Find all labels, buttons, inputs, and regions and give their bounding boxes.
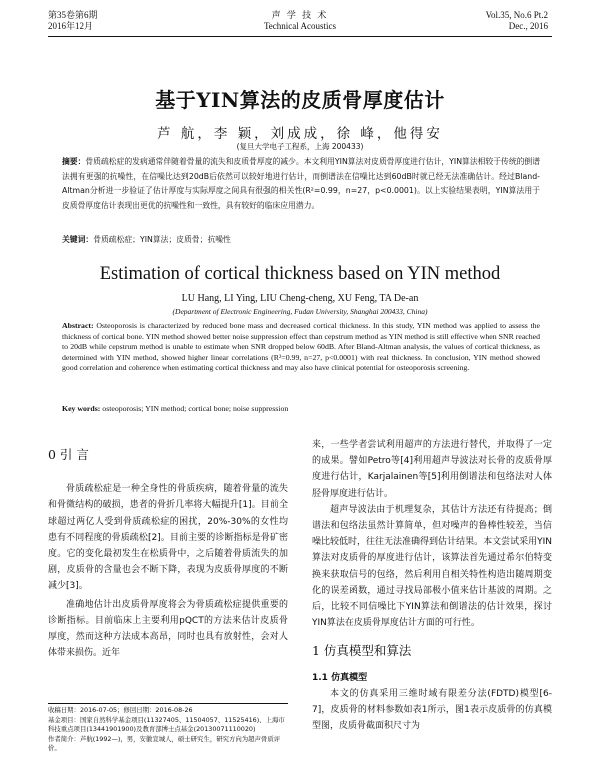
keywords-en bbox=[62, 403, 540, 414]
left-column bbox=[48, 447, 288, 661]
footnote bbox=[48, 706, 288, 754]
section-heading-intro: 0 引 言 bbox=[48, 447, 89, 462]
affiliation-en: (Department of Electronic Engineering, Fudan University, Shanghai 200433, China) bbox=[172, 307, 428, 316]
keywords-cn bbox=[62, 234, 540, 246]
intro-paragraph-2: 准确地估计出皮质骨厚度将会为骨质疏松症提供重要的诊断指标。目前临床上主要利用pQCT的方法来估计皮质骨厚度，然而这种方法成本高昂，同时也具有放射性，会对人体带来损伤。近年 bbox=[48, 599, 288, 659]
footnote-funding: 基金项目：国家自然科学基金项目(11327405、11504057、11525416)、上海市科技重点项目(13441901900)及教育部博士点基金(20130071110020) bbox=[48, 715, 285, 734]
section-heading-model: 1 仿真模型和算法 bbox=[312, 643, 412, 659]
intro-paragraph-4: 超声导波法由于机理复杂，其估计方法还有待提高；倒谱法和包络法虽然计算简单，但对噪声的鲁棒性较差，当信噪比较低时，往往无法准确得到估计结果。本文尝试采用YIN算法对皮质骨的厚度进行估计，该算法首先通过希尔伯特变换来获取信号的包络，然后利用自相关特性构造出随周期变化的误差函数，通过寻找局部极小值来估计基波的周期。之后，比较不同信噪比下YIN算法和倒谱法的估计效果，探讨YIN算法在皮质骨厚度估计方面的可行性。 bbox=[312, 504, 552, 629]
abstract-en bbox=[62, 321, 540, 374]
footnote-received: 收稿日期：2016-07-05；修回日期：2016-08-26 bbox=[48, 706, 193, 714]
intro-paragraph-3: 来，一些学者尝试利用超声的方法进行替代，并取得了一定的成果。譬如Petro等[4]利用超声导波法对长骨的皮质骨厚度进行估计，Karjalainen等[5]利用倒谱法和包络法对人体胫骨厚度进行估计。 bbox=[312, 440, 552, 499]
abstract-label-en: Abstract: bbox=[62, 321, 94, 330]
intro-paragraph-1: 骨质疏松症是一种全身性的骨质疾病，随着骨量的流失和骨微结构的破损，患者的骨折几率将大幅提升[1]。目前全球超过两亿人受到骨质疏松症的困扰，20%-30%的女性均患有不同程度的骨质疏松[2]。目前主要的诊断指标是骨矿密度。它的变化最初发生在松质骨中，之后随着骨质流失的加剧，皮质骨的含量也会不断下降，表现为皮质骨厚度的不断减少[3]。 bbox=[48, 484, 288, 592]
header-volume-en: Vol.35, No.6 Pt.2 bbox=[485, 10, 548, 20]
keywords-label-cn: 关键词： bbox=[62, 235, 94, 244]
model-paragraph: 本文的仿真采用三维时域有限差分法(FDTD)模型[6-7]，皮质骨的材料参数如表1所示，图1表示皮质骨的仿真模型图，皮质骨截面积尺寸为 bbox=[312, 688, 552, 732]
paper-title-cn: 基于YIN算法的皮质骨厚度估计 bbox=[155, 88, 445, 112]
subsection-heading-model: 1.1 仿真模型 bbox=[312, 672, 368, 683]
right-column bbox=[312, 437, 552, 734]
journal-name-cn: 声 学 技 术 bbox=[271, 10, 329, 20]
footnote-rule bbox=[48, 703, 288, 704]
authors-en: LU Hang, LI Ying, LIU Cheng-cheng, XU Feng, TA De-an bbox=[181, 293, 419, 304]
paper-title-en: Estimation of cortical thickness based on YIN method bbox=[99, 264, 501, 284]
journal-volume-en bbox=[486, 10, 548, 32]
keywords-label-en: Key words: bbox=[62, 404, 101, 413]
abstract-text-cn: 骨质疏松症的发病通常伴随着骨量的流失和皮质骨厚度的减少。本文利用YIN算法对皮质骨厚度进行估计，YIN算法相较于传统的倒谱法拥有更强的抗噪性，在信噪比达到20dB后依然可以较好地进行估计，而倒谱法在信噪比达到60dB时就已经无法准确估计。经过Bland-Altman分析进一步验证了估计厚度与实际厚度之间具有很强的相关性(R²=0.99，n=27，p<0.0001)。以上实验结果表明，YIN算法用于皮质骨厚度估计表现出更优的抗噪性和一致性，具有较好的临床应用潜力。 bbox=[62, 157, 541, 210]
keywords-text-en: osteoporosis; YIN method; cortical bone; noise suppression bbox=[102, 404, 289, 413]
keywords-text-cn: 骨质疏松症；YIN算法；皮质骨；抗噪性 bbox=[93, 235, 231, 244]
authors-cn: 芦 航，李 颖，刘成成，徐 峰，他得安 bbox=[157, 126, 443, 142]
abstract-cn bbox=[62, 155, 540, 213]
header-date-cn: 2016年12月 bbox=[48, 21, 94, 31]
header-date-en: Dec., 2016 bbox=[508, 21, 548, 31]
abstract-text-en: Osteoporosis is characterized by reduced bone mass and decreased cortical thickness. In this study, YIN method was applied to assess the thickness of cortical bone. YIN method showed better noise suppression effect than cepstrum method as YIN method is still effective when SNR reached to 20dB while cepstrum method is unable to estimate when SNR dropped below 60dB. After Bland-Altman analysis, the values of cortical thickness, as determined with YIN method, showed higher linear correlations (R²=0.99, n=27, p<0.0001) with real thickness. In conclusion, YIN method showed good correlation and coherence when estimating cortical thickness and may also have clinical potential for osteoporosis screening. bbox=[62, 321, 540, 373]
footnote-author-info: 作者简介：芦航(1992—)，男，安徽宣城人，硕士研究生，研究方向为超声骨质评价。 bbox=[48, 734, 281, 753]
header-volume: 第35卷第6期 bbox=[48, 10, 98, 20]
affiliation-cn: (复旦大学电子工程系，上海 200433) bbox=[236, 142, 364, 151]
header-rule bbox=[48, 36, 552, 37]
journal-name-en: Technical Acoustics bbox=[263, 21, 337, 31]
abstract-label-cn: 摘要： bbox=[62, 157, 86, 166]
